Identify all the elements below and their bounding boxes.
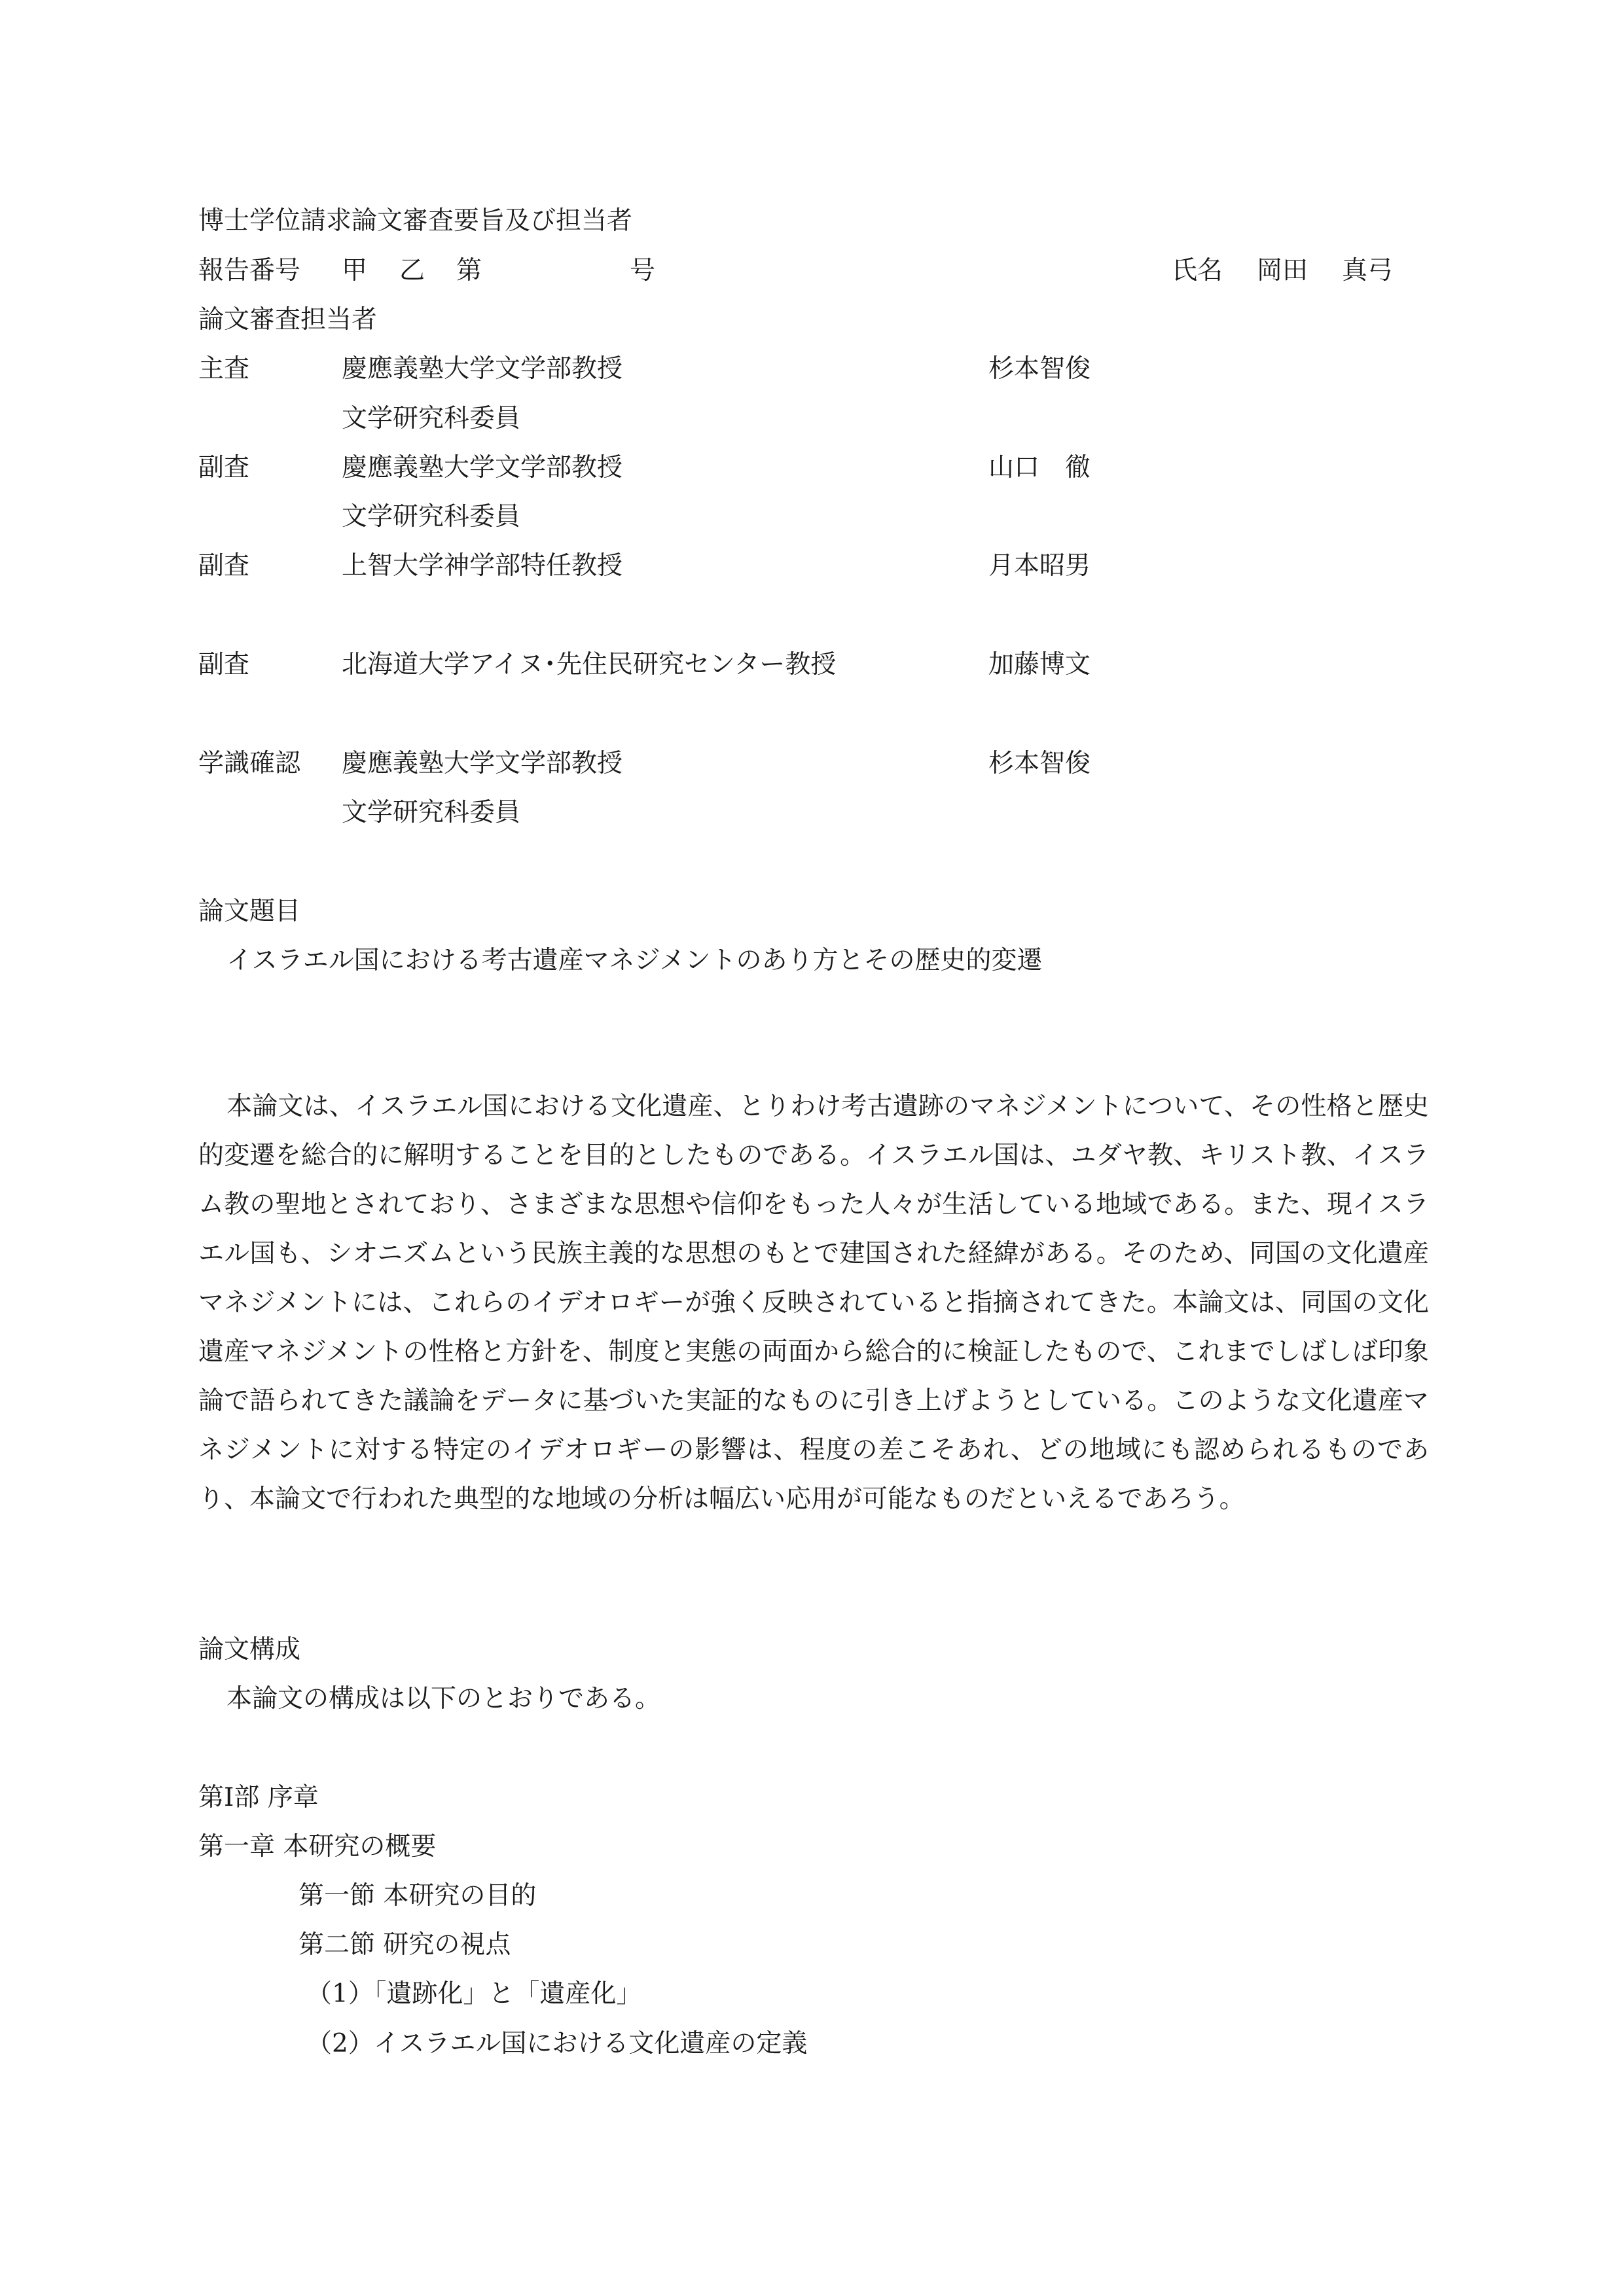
toc-section: 第二節 研究の視点: [298, 1930, 511, 1960]
toc-item: （1）「遺跡化」と「遺産化」: [306, 1979, 642, 2009]
examiner-name: 杉本智俊: [988, 354, 1091, 384]
examiner-affiliation: 北海道大学アイヌ･先住民研究センター教授: [342, 650, 837, 679]
structure-heading: 論文構成: [198, 1635, 301, 1664]
name-label: 氏名: [1172, 256, 1223, 285]
examiner-role: 副査: [198, 551, 250, 581]
summary-text: 本論文は、イスラエル国における文化遺産、とりわけ考古遺跡のマネジメントについて、その性格と歴史的変遷を総合的に解明することを目的としたものである。イスラエル国は、ユダヤ教、キリスト教、イスラム教の聖地とされており、さまざまな思想や信仰をもった人々が生活している地域である。また、現イスラエル国も、シオニズムという民族主義的な思想のもとで建国された経緯がある。そのため、同国の文化遺産マネジメントには、これらのイデオロギーが強く反映されていると指摘されてきた。本論文は、同国の文化遺産マネジメントの性格と方針を、制度と実態の両面から総合的に検証したもので、これまでしばしば印象論で語られてきた議論をデータに基づいた実証的なものに引き上げようとしている。このような文化遺産マネジメントに対する特定のイデオロギーの影響は、程度の差こそあれ、どの地域にも認められるものであり、本論文で行われた典型的な地域の分析は幅広い応用が可能なものだといえるであろう。: [198, 1092, 1429, 1514]
toc-section: 第一節 本研究の目的: [298, 1881, 537, 1910]
examiner-role: 学識確認: [198, 749, 301, 778]
author-family-name: 岡田: [1257, 256, 1308, 285]
report-number-suffix: 号: [630, 256, 656, 285]
examiner-name: 加藤博文: [988, 650, 1091, 679]
examiner-affiliation: 慶應義塾大学文学部教授: [342, 749, 623, 778]
examiner-affiliation-2: 文学研究科委員: [342, 502, 521, 531]
toc-part: 第Ⅰ部 序章: [198, 1783, 319, 1812]
thesis-title-heading: 論文題目: [198, 897, 301, 926]
examiner-name: 杉本智俊: [988, 749, 1091, 778]
examiner-role: 副査: [198, 453, 250, 482]
examiner-role: 主査: [198, 354, 250, 384]
examiner-affiliation: 慶應義塾大学文学部教授: [342, 354, 623, 384]
examiners-heading: 論文審査担当者: [198, 305, 378, 334]
examiner-affiliation: 慶應義塾大学文学部教授: [342, 453, 623, 482]
summary-paragraph: [198, 1082, 1429, 1524]
thesis-title: イスラエル国における考古遺産マネジメントのあり方とその歴史的変遷: [226, 946, 1043, 975]
toc-chapter: 第一章 本研究の概要: [198, 1832, 437, 1861]
report-char-1: 甲: [342, 256, 368, 285]
examiner-name: 月本昭男: [988, 551, 1091, 581]
structure-intro: 本論文の構成は以下のとおりである。: [226, 1684, 661, 1713]
examiner-role: 副査: [198, 650, 250, 679]
examiner-affiliation: 上智大学神学部特任教授: [342, 551, 623, 581]
report-char-2: 乙: [399, 256, 425, 285]
report-number-label: 報告番号: [198, 256, 301, 285]
document-title: 博士学位請求論文審査要旨及び担当者: [198, 206, 633, 236]
examiner-affiliation-2: 文学研究科委員: [342, 404, 521, 433]
examiner-name: 山口 徹: [988, 453, 1091, 482]
examiner-affiliation-2: 文学研究科委員: [342, 798, 521, 827]
toc-item: （2）イスラエル国における文化遺産の定義: [306, 2029, 808, 2058]
report-char-3: 第: [456, 256, 482, 285]
author-given-name: 真弓: [1342, 256, 1394, 285]
